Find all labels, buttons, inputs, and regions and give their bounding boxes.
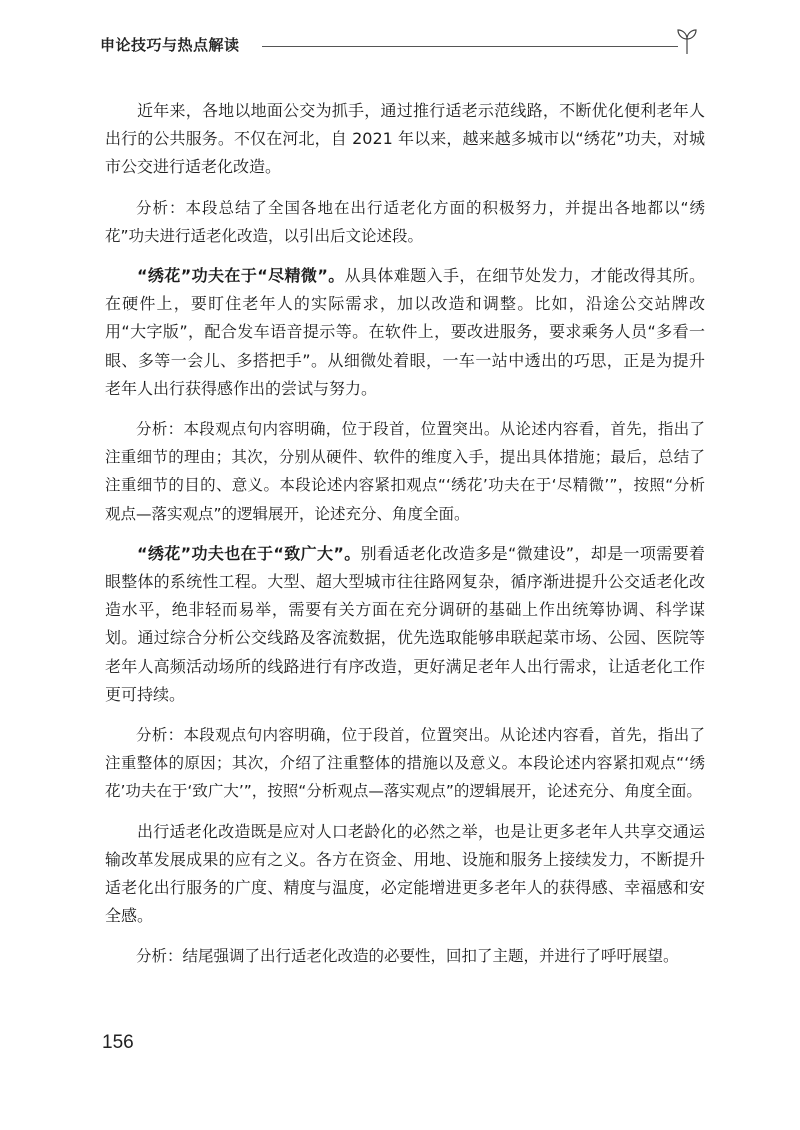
paragraph-text: 近年来，各地以地面公交为抓手，通过推行适老示范线路，不断优化便利老年人出行的公共服务。不仅在河北，自 2021 年以来，越来越多城市以“绣花”功夫，对城市公交进行适老化改造。 <box>105 101 705 177</box>
sprout-icon <box>674 26 700 56</box>
body-paragraph-4 <box>105 818 705 931</box>
analysis-paragraph-4 <box>105 942 705 970</box>
paragraph-text: 分析：本段观点句内容明确，位于段首，位置突出。从论述内容看，首先，指出了注重细节的理由；其次，分别从硬件、软件的维度入手，提出具体措施；最后，总结了注重细节的目的、意义。本段论述内容紧扣观点“‘绣花’功夫在于‘尽精微’”，按照“分析观点—落实观点”的逻辑展开，论述充分、角度全面。 <box>105 420 705 523</box>
analysis-paragraph-1 <box>105 194 705 250</box>
paragraph-text: 别看适老化改造多是“微建设”，却是一项需要着眼整体的系统性工程。大型、超大型城市往往路网复杂，循序渐进提升公交适老化改造水平，绝非轻而易举，需要有关方面在充分调研的基础上作出统筹协调、科学谋划。通过综合分析公交线路及客流数据，优先选取能够串联起菜市场、公园、医院等老年人高频活动场所的线路进行有序改造，更好满足老年人出行需求，让适老化工作更可持续。 <box>105 543 705 704</box>
body-paragraph-2 <box>105 262 705 403</box>
paragraph-lead: “绣花”功夫在于“尽精微”。 <box>137 266 345 286</box>
analysis-paragraph-3 <box>105 721 705 806</box>
paragraph-text: 分析：本段观点句内容明确，位于段首，位置突出。从论述内容看，首先，指出了注重整体的原因；其次，介绍了注重整体的措施以及意义。本段论述内容紧扣观点“‘绣花’功夫在于‘致广大’”，按照“分析观点—落实观点”的逻辑展开，论述充分、角度全面。 <box>105 726 705 801</box>
paragraph-text: 分析：本段总结了全国各地在出行适老化方面的积极努力，并提出各地都以“绣花”功夫进行适老化改造，以引出后文论述段。 <box>105 198 705 245</box>
body-paragraph-1 <box>105 97 705 182</box>
paragraph-text: 分析：结尾强调了出行适老化改造的必要性，回扣了主题，并进行了呼吁展望。 <box>136 947 679 966</box>
header-rule <box>262 46 678 47</box>
header-title: 申论技巧与热点解读 <box>100 36 240 54</box>
paragraph-text: 出行适老化改造既是应对人口老龄化的必然之举，也是让更多老年人共享交通运输改革发展成果的应有之义。各方在资金、用地、设施和服务上接续发力，不断提升适老化出行服务的广度、精度与温度，必定能增进更多老年人的获得感、幸福感和安全感。 <box>105 821 705 926</box>
body-paragraph-3 <box>105 540 705 709</box>
paragraph-text: 从具体难题入手，在细节处发力，才能改得其所。在硬件上，要盯住老年人的实际需求，加以改造和调整。比如，沿途公交站牌改用“大字版”，配合发车语音提示等。在软件上，要改进服务，要求乘务人员“多看一眼、多等一会儿、多搭把手”。从细微处着眼，一车一站中透出的巧思，正是为提升老年人出行获得感作出的尝试与努力。 <box>105 266 705 398</box>
analysis-paragraph-2 <box>105 415 705 528</box>
paragraph-lead: “绣花”功夫也在于“致广大”。 <box>137 543 361 563</box>
running-header <box>100 32 700 62</box>
page-body <box>105 97 705 983</box>
page-number: 156 <box>102 1032 134 1053</box>
